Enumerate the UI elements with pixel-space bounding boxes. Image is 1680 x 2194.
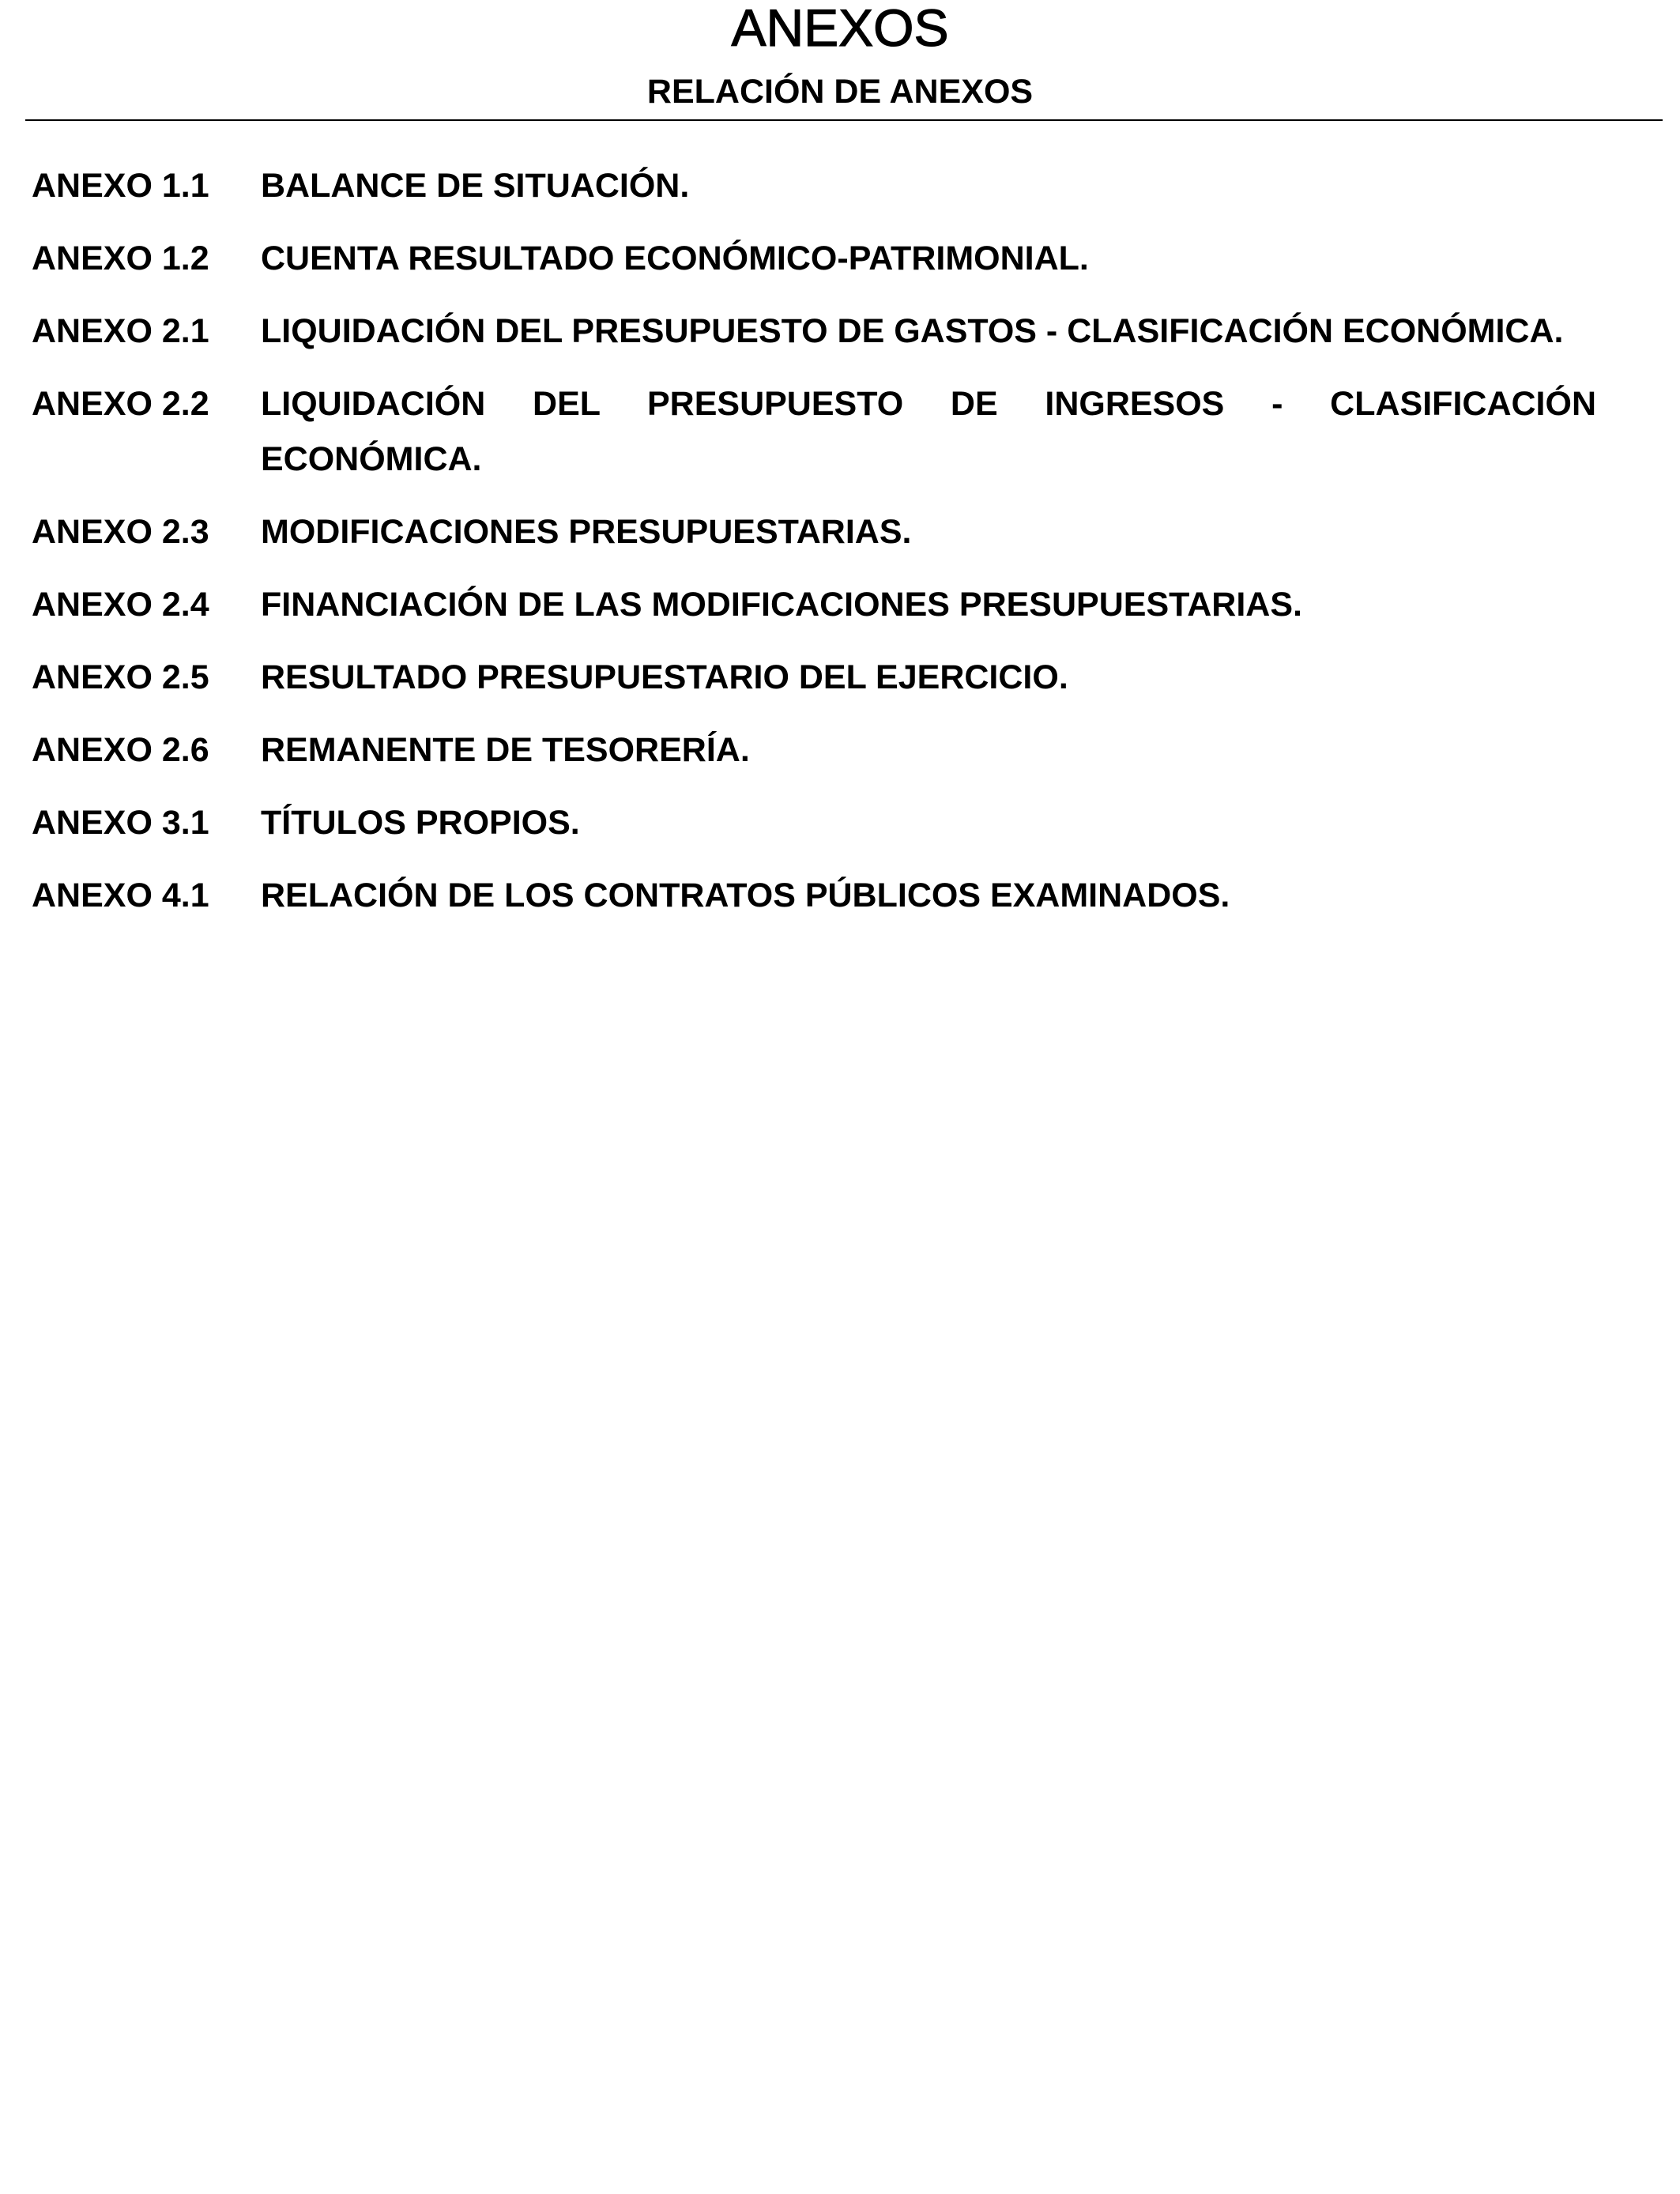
annex-description: CUENTA RESULTADO ECONÓMICO-PATRIMONIAL. (261, 239, 1089, 277)
annex-code: ANEXO 2.2 (32, 385, 209, 423)
annex-description: RELACIÓN DE LOS CONTRATOS PÚBLICOS EXAMINADOS. (261, 876, 1230, 914)
annex-item (32, 376, 1596, 487)
annex-code: ANEXO 2.4 (32, 586, 209, 624)
annex-item (32, 650, 1596, 705)
annex-description: REMANENTE DE TESORERÍA. (261, 731, 750, 769)
annex-description: RESULTADO PRESUPUESTARIO DEL EJERCICIO. (261, 658, 1068, 696)
annex-item (32, 158, 1596, 213)
annex-description: LIQUIDACIÓN DEL PRESUPUESTO DE GASTOS - CLASIFICACIÓN ECONÓMICA. (261, 312, 1564, 350)
annex-description: LIQUIDACIÓN DEL PRESUPUESTO DE INGRESOS - CLASIFICACIÓN ECONÓMICA. (261, 385, 1596, 478)
annex-description: FINANCIACIÓN DE LAS MODIFICACIONES PRESUPUESTARIAS. (261, 586, 1302, 624)
annex-code: ANEXO 1.2 (32, 239, 209, 277)
header-divider (25, 119, 1663, 121)
annex-code: ANEXO 1.1 (32, 167, 209, 205)
annex-item (32, 231, 1596, 286)
annex-item (32, 795, 1596, 850)
page-title: ANEXOS (731, 0, 949, 57)
annex-code: ANEXO 2.5 (32, 658, 209, 696)
annex-description: TÍTULOS PROPIOS. (261, 804, 580, 842)
annex-description: MODIFICACIONES PRESUPUESTARIAS. (261, 513, 912, 551)
annex-list (32, 158, 1596, 941)
annex-item (32, 722, 1596, 778)
annex-code: ANEXO 2.3 (32, 513, 209, 551)
annex-code: ANEXO 2.1 (32, 312, 209, 350)
annex-description: BALANCE DE SITUACIÓN. (261, 167, 690, 205)
annex-item (32, 504, 1596, 560)
annex-code: ANEXO 4.1 (32, 876, 209, 914)
annex-item (32, 303, 1596, 359)
annex-code: ANEXO 2.6 (32, 731, 209, 769)
annex-item (32, 868, 1596, 923)
annex-code: ANEXO 3.1 (32, 804, 209, 842)
page-subtitle: RELACIÓN DE ANEXOS (646, 73, 1034, 111)
annex-item (32, 577, 1596, 632)
